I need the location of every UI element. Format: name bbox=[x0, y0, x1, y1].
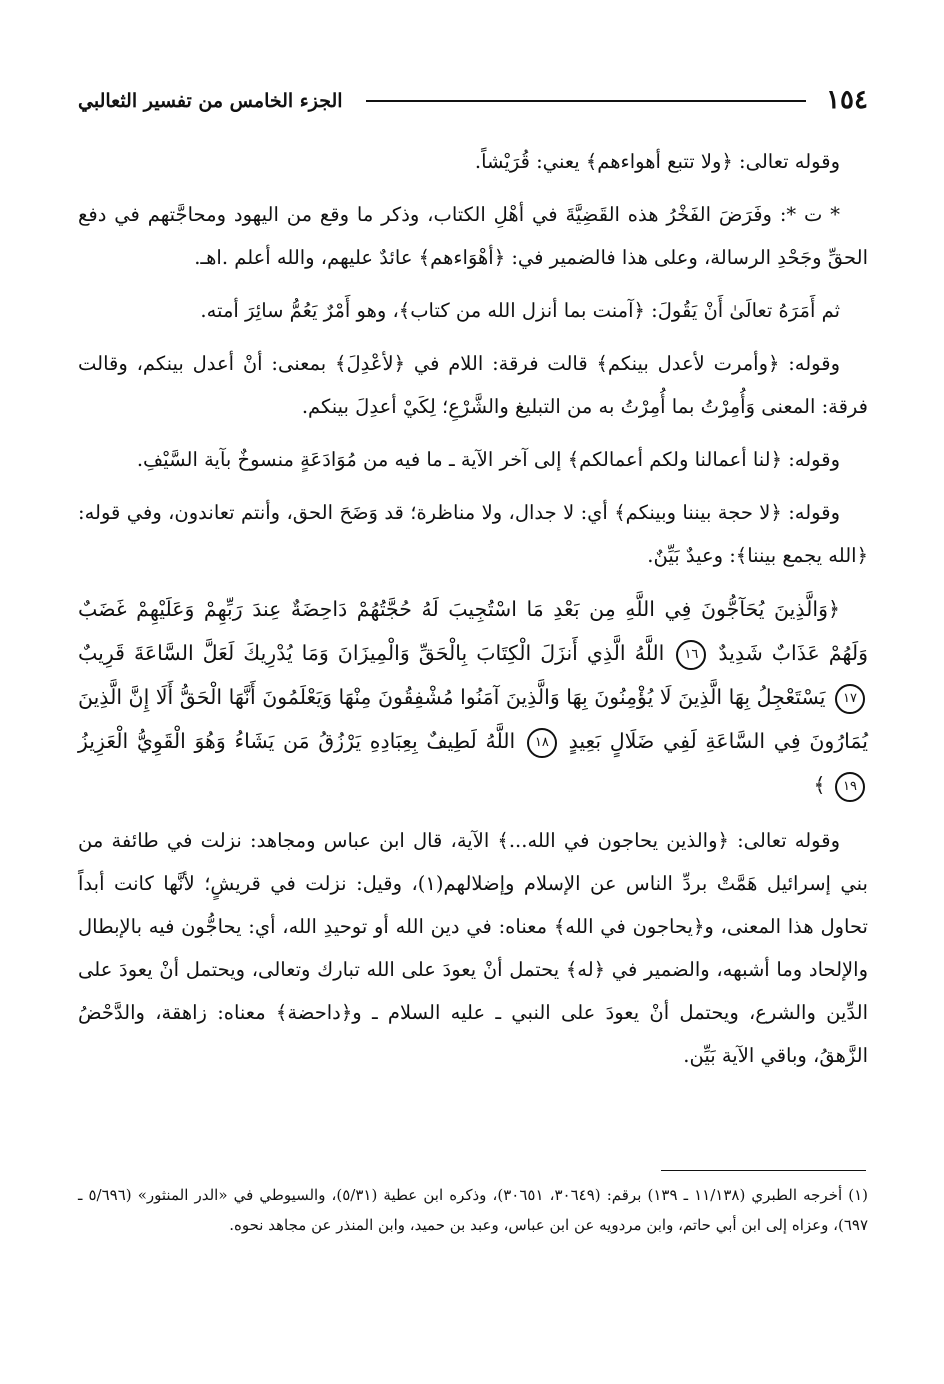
page-header bbox=[78, 82, 868, 122]
verse-number-marker: ١٧ bbox=[835, 684, 865, 714]
paragraph: وقوله تعالى: ﴿والذين يحاجون في الله...﴾ الآية، قال ابن عباس ومجاهد: نزلت في طائفة من بني إسرائيل هَمَّتْ بردِّ الناس عن الإسلام وإضلالهم(١)، وقيل: نزلت في قريشٍ؛ لأنَّها كانت أبداً تحاول هذا المعنى، و﴿يحاجون في الله﴾ معناه: في دين الله أو توحيدِ الله، أي: يحاجُّون فيه بالإبطال والإلحاد وما أشبهه، والضمير في ﴿له﴾ يحتمل أنْ يعودَ على الله تبارك وتعالى، ويحتمل أنْ يعودَ على الدِّين والشرع، ويحتمل أنْ يعودَ على النبي ـ عليه السلام ـ و﴿داحضة﴾ معناه: زاهقة، والدَّحْضُ الزَّهقُ، وباقي الآية بَيِّن. bbox=[78, 829, 868, 1067]
paragraph: وقوله: ﴿لا حجة بيننا وبينكم﴾ أي: لا جدال، ولا مناظرة؛ قد وَضَحَ الحق، وأنتم تعاندون، وفي قوله: ﴿الله يجمع بيننا﴾: وعيدٌ بَيِّنٌ. bbox=[78, 501, 868, 567]
paragraph: وقوله: ﴿وأمرت لأعدل بينكم﴾ قالت فرقة: اللام في ﴿لأعْدِلَ﴾ بمعنى: أنْ أعدل بينكم، وقالت فرقة: المعنى وَأُمِرْتُ بما أُمِرْتُ به من التبليغ والشَّرْعِ؛ لِكَيْ أعدِلَ بينكم. bbox=[78, 352, 868, 418]
footnote-text: (١) أخرجه الطبري (١١/١٣٨ ـ ١٣٩) برقم: (٣٠٦٤٩، ٣٠٦٥١)، وذكره ابن عطية (٥/٣١)، والسيوطي في «الدر المنثور» (٥/٦٩٦ ـ ٦٩٧)، وعزاه إلى ابن أبي حاتم، وابن مردويه عن ابن عباس، وعبد بن حميد، وابن المنذر عن مجاهد نحوه. bbox=[78, 1186, 869, 1234]
paragraph: * ت *: وفَرَضَ الفَخْرُ هذه القَضِيَّةَ في أهْلِ الكتاب، وذكر ما وقع من اليهود ومحاجَّتهم في دفع الحقِّ وجَحْدِ الرسالة، وعلى هذا فالضمير في: ﴿أهْوَاءهم﴾ عائدٌ عليهم، والله أعلم .اهـ. bbox=[78, 203, 868, 269]
verse-number-marker: ١٨ bbox=[527, 728, 557, 758]
quran-verses bbox=[78, 587, 868, 807]
running-title: الجزء الخامس من تفسير الثعالبي bbox=[78, 90, 343, 112]
footnote bbox=[78, 1180, 868, 1240]
footnote-separator bbox=[661, 1170, 866, 1171]
header-rule bbox=[366, 100, 806, 102]
paragraph: ثم أَمَرَهُ تعالَىٰ أَنْ يَقُولَ: ﴿آمنت بما أنزل الله من كتاب﴾، وهو أَمْرٌ يَعُمُّ سائِرَ أمته. bbox=[200, 299, 840, 322]
page-number: ١٥٤ bbox=[826, 85, 868, 115]
paragraph: وقوله تعالى: ﴿ولا تتبع أهواءهم﴾ يعني: قُرَيْشاً. bbox=[474, 150, 840, 173]
quran-verse-text: اللَّهُ لَطِيفٌ بِعِبَادِهِ يَرْزُقُ مَن يَشَاءُ وَهُوَ الْقَوِيُّ الْعَزِيزُ bbox=[78, 729, 516, 753]
paragraph: وقوله: ﴿لنا أعمالنا ولكم أعمالكم﴾ إلى آخر الآية ـ ما فيه من مُوَادَعَةٍ منسوخٌ بآية السَّيْفِ. bbox=[136, 448, 840, 471]
main-text bbox=[78, 140, 868, 1087]
quran-close-bracket: ﴾ bbox=[813, 773, 826, 797]
quran-verse-text: يَسْتَعْجِلُ بِهَا الَّذِينَ لَا يُؤْمِنُونَ بِهَا وَالَّذِينَ آمَنُوا مُشْفِقُونَ مِنْهَا وَيَعْلَمُونَ أَنَّهَا الْحَقُّ أَلَا إِنَّ الَّذِينَ يُمَارُونَ فِي السَّاعَةِ لَفِي ضَلَالٍ بَعِيدٍ bbox=[78, 685, 868, 753]
verse-number-marker: ١٩ bbox=[835, 772, 865, 802]
quran-verse-text: وَالَّذِينَ يُحَآجُّونَ فِي اللَّهِ مِن بَعْدِ مَا اسْتُجِيبَ لَهُ حُجَّتُهُمْ دَاحِضَةٌ عِندَ رَبِّهِمْ وَعَلَيْهِمْ غَضَبٌ وَلَهُمْ عَذَابٌ شَدِيدٌ bbox=[78, 597, 868, 665]
verse-number-marker: ١٦ bbox=[676, 640, 706, 670]
quran-open-bracket: ﴿ bbox=[827, 597, 840, 621]
quran-verse-text: اللَّهُ الَّذِي أَنزَلَ الْكِتَابَ بِالْحَقِّ وَالْمِيزَانَ وَمَا يُدْرِيكَ لَعَلَّ السَّاعَةَ قَرِيبٌ bbox=[78, 641, 665, 665]
